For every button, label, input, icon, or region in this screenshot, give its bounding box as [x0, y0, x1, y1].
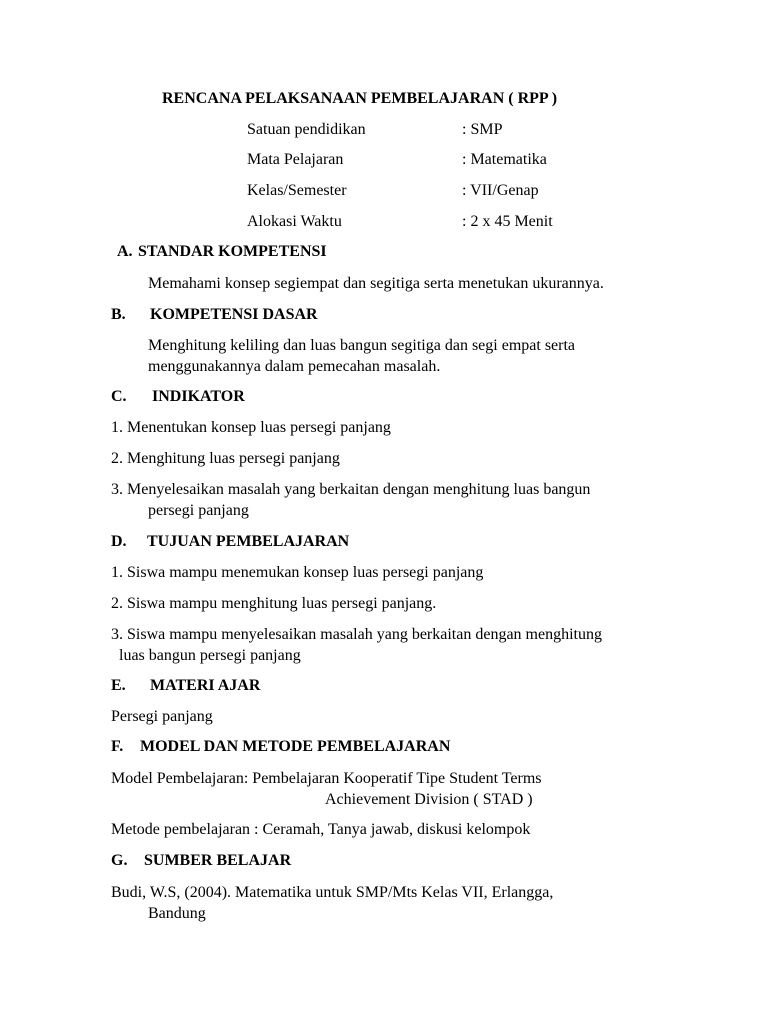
identity-value: : Matematika: [462, 151, 547, 168]
section-text-line: Menghitung keliling dan luas bangun segitiga dan segi empat serta: [148, 337, 576, 354]
identity-label: Alokasi Waktu: [247, 213, 342, 230]
identity-value: : 2 x 45 Menit: [462, 213, 553, 230]
list-item: 2. Menghitung luas persegi panjang: [111, 450, 340, 467]
identity-label: Kelas/Semester: [247, 182, 347, 199]
section-letter: A.: [117, 243, 133, 260]
section-text: Persegi panjang: [111, 708, 213, 725]
section-heading: STANDAR KOMPETENSI: [138, 243, 327, 260]
list-item-continuation: persegi panjang: [148, 502, 249, 519]
identity-label: Mata Pelajaran: [247, 151, 344, 168]
method-text: Metode pembelajaran : Ceramah, Tanya jawab, diskusi kelompok: [111, 821, 531, 838]
section-text: Memahami konsep segiempat dan segitiga serta menetukan ukurannya.: [148, 275, 604, 292]
section-letter: C.: [111, 388, 127, 405]
list-item: 2. Siswa mampu menghitung luas persegi panjang.: [111, 595, 437, 612]
section-letter: G.: [111, 852, 128, 869]
list-item: 3. Siswa mampu menyelesaikan masalah yang berkaitan dengan menghitung: [111, 626, 602, 643]
section-letter: E.: [111, 677, 126, 694]
section-letter: F.: [111, 738, 124, 755]
reference-text-line: Budi, W.S, (2004). Matematika untuk SMP/Mts Kelas VII, Erlangga,: [111, 884, 554, 901]
identity-value: : VII/Genap: [462, 182, 539, 199]
section-heading: INDIKATOR: [152, 388, 245, 405]
reference-text-line: Bandung: [148, 905, 206, 922]
list-item: 1. Menentukan konsep luas persegi panjang: [111, 419, 391, 436]
section-text-line: menggunakannya dalam pemecahan masalah.: [148, 358, 441, 375]
list-item: 1. Siswa mampu menemukan konsep luas persegi panjang: [111, 564, 484, 581]
section-heading: SUMBER BELAJAR: [144, 852, 292, 869]
section-heading: KOMPETENSI DASAR: [150, 306, 318, 323]
section-heading: MODEL DAN METODE PEMBELAJARAN: [140, 738, 451, 755]
model-text-line: Model Pembelajaran: Pembelajaran Kooperatif Tipe Student Terms: [111, 770, 542, 787]
model-text-line: Achievement Division ( STAD ): [325, 791, 533, 808]
list-item-continuation: luas bangun persegi panjang: [119, 647, 301, 664]
section-letter: B.: [111, 306, 126, 323]
identity-value: : SMP: [462, 121, 503, 138]
section-heading: TUJUAN PEMBELAJARAN: [147, 533, 350, 550]
section-letter: D.: [111, 533, 127, 550]
identity-label: Satuan pendidikan: [247, 121, 366, 138]
list-item: 3. Menyelesaikan masalah yang berkaitan dengan menghitung luas bangun: [111, 481, 591, 498]
page-title: RENCANA PELAKSANAAN PEMBELAJARAN ( RPP ): [162, 90, 558, 107]
section-heading: MATERI AJAR: [150, 677, 261, 694]
